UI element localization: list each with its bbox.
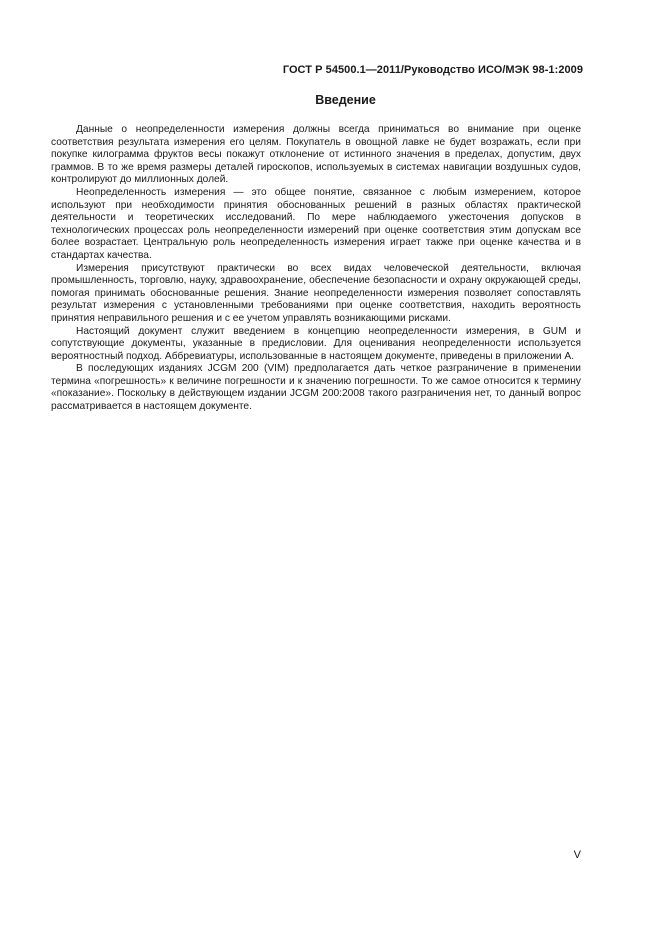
- running-header: ГОСТ Р 54500.1—2011/Руководство ИСО/МЭК 98-1:2009: [282, 64, 583, 76]
- paragraph-1: Данные о неопределенности измерения должны всегда приниматься во внимание при оценке соответствия результата измерения его целям. Покупатель в овощной лавке не будет возражать, если при покупке килограмма фруктов весы покажут отклонение от истинного значения в пределах, допустим, двух граммов. В то же время размеры деталей гироскопов, используемых в системах навигации воздушных судов, контролируют до миллионных долей.: [51, 124, 581, 186]
- page-number: V: [573, 849, 581, 861]
- section-title: Введение: [315, 93, 376, 107]
- paragraph-5: В последующих изданиях JCGM 200 (VIM) предполагается дать четкое разграничение в применении термина «погрешность» к величине погрешности и к значению погрешности. То же самое относится к термину «показание». Поскольку в действующем издании JCGM 200:2008 такого разграничения нет, то данный вопрос рассматривается в настоящем документе.: [51, 363, 581, 413]
- body-text: [51, 124, 581, 414]
- paragraph-3: Измерения присутствуют практически во всех видах человеческой деятельности, включая промышленность, торговлю, науку, здравоохранение, обеспечение безопасности и охрану окружающей среды, помогая принимать обоснованные решения. Знание неопределенности измерения позволяет сопоставлять результат измерения с установленными требованиями при оценке соответствия, находить вероятность принятия неправильного решения и с ее учетом управлять возникающими рисками.: [51, 262, 581, 324]
- paragraph-4: Настоящий документ служит введением в концепцию неопределенности измерения, в GUM и сопутствующие документы, указанные в предисловии. Для оценивания неопределенности используется вероятностный подход. Аббревиатуры, использованные в настоящем документе, приведены в приложении А.: [51, 325, 581, 362]
- paragraph-2: Неопределенность измерения — это общее понятие, связанное с любым измерением, которое используют при необходимости принятия обоснованных решений в разных областях практической деятельности и теоретических исследований. По мере наблюдаемого ужесточения допусков в технологических процессах роль неопределенности измерений при оценке соответствия этим допускам все более возрастает. Центральную роль неопределенность измерения играет также при оценке качества и в стандартах качества.: [51, 186, 581, 261]
